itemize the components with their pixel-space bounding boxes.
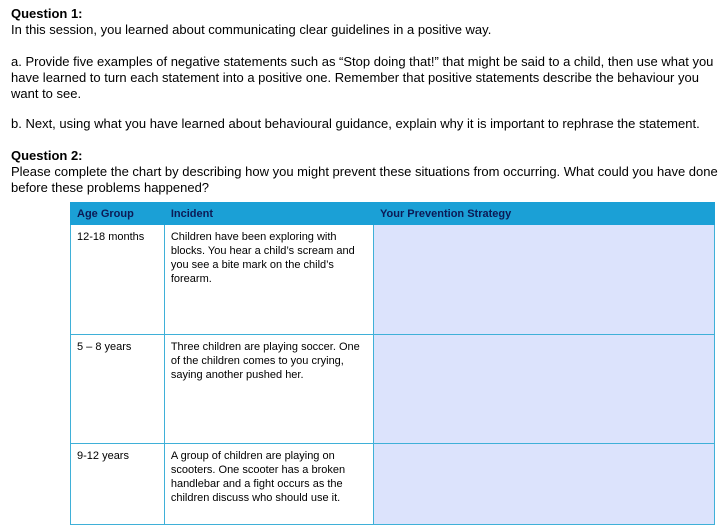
- question-2-intro: Please complete the chart by describing how you might prevent these situations from occurring. What could you have done before these problems happened?: [11, 164, 718, 195]
- age-group-cell: 12-18 months: [71, 225, 165, 335]
- question-1-part-a: a. Provide five examples of negative statements such as “Stop doing that!” that might be said to a child, then use what you have learned to turn each statement into a positive one. Remember that positive statements describe the behaviour you want to see.: [11, 54, 714, 101]
- incident-cell: Three children are playing soccer. One of the children comes to you crying, saying another pushed her.: [164, 335, 373, 444]
- question-1-heading: Question 1:: [11, 6, 83, 21]
- age-group-cell: 5 – 8 years: [71, 335, 165, 444]
- header-incident: Incident: [164, 203, 373, 225]
- table-row: [71, 335, 715, 444]
- prevention-chart: [70, 202, 715, 525]
- chart-header-row: [71, 203, 715, 225]
- table-row: [71, 444, 715, 525]
- strategy-input-cell[interactable]: [374, 444, 715, 525]
- age-group-cell: 9-12 years: [71, 444, 165, 525]
- incident-cell: A group of children are playing on scooters. One scooter has a broken handlebar and a fight occurs as the children discuss who should use it.: [164, 444, 373, 525]
- document-body: [11, 6, 723, 196]
- question-1-part-b: b. Next, using what you have learned about behavioural guidance, explain why it is important to rephrase the statement.: [11, 116, 700, 131]
- table-row: [71, 225, 715, 335]
- incident-cell: Children have been exploring with blocks. You hear a child’s scream and you see a bite mark on the child’s forearm.: [164, 225, 373, 335]
- question-2-heading: Question 2:: [11, 148, 83, 163]
- strategy-input-cell[interactable]: [374, 225, 715, 335]
- header-age-group: Age Group: [71, 203, 165, 225]
- question-1-intro: In this session, you learned about communicating clear guidelines in a positive way.: [11, 22, 492, 37]
- strategy-input-cell[interactable]: [374, 335, 715, 444]
- header-prevention-strategy: Your Prevention Strategy: [374, 203, 715, 225]
